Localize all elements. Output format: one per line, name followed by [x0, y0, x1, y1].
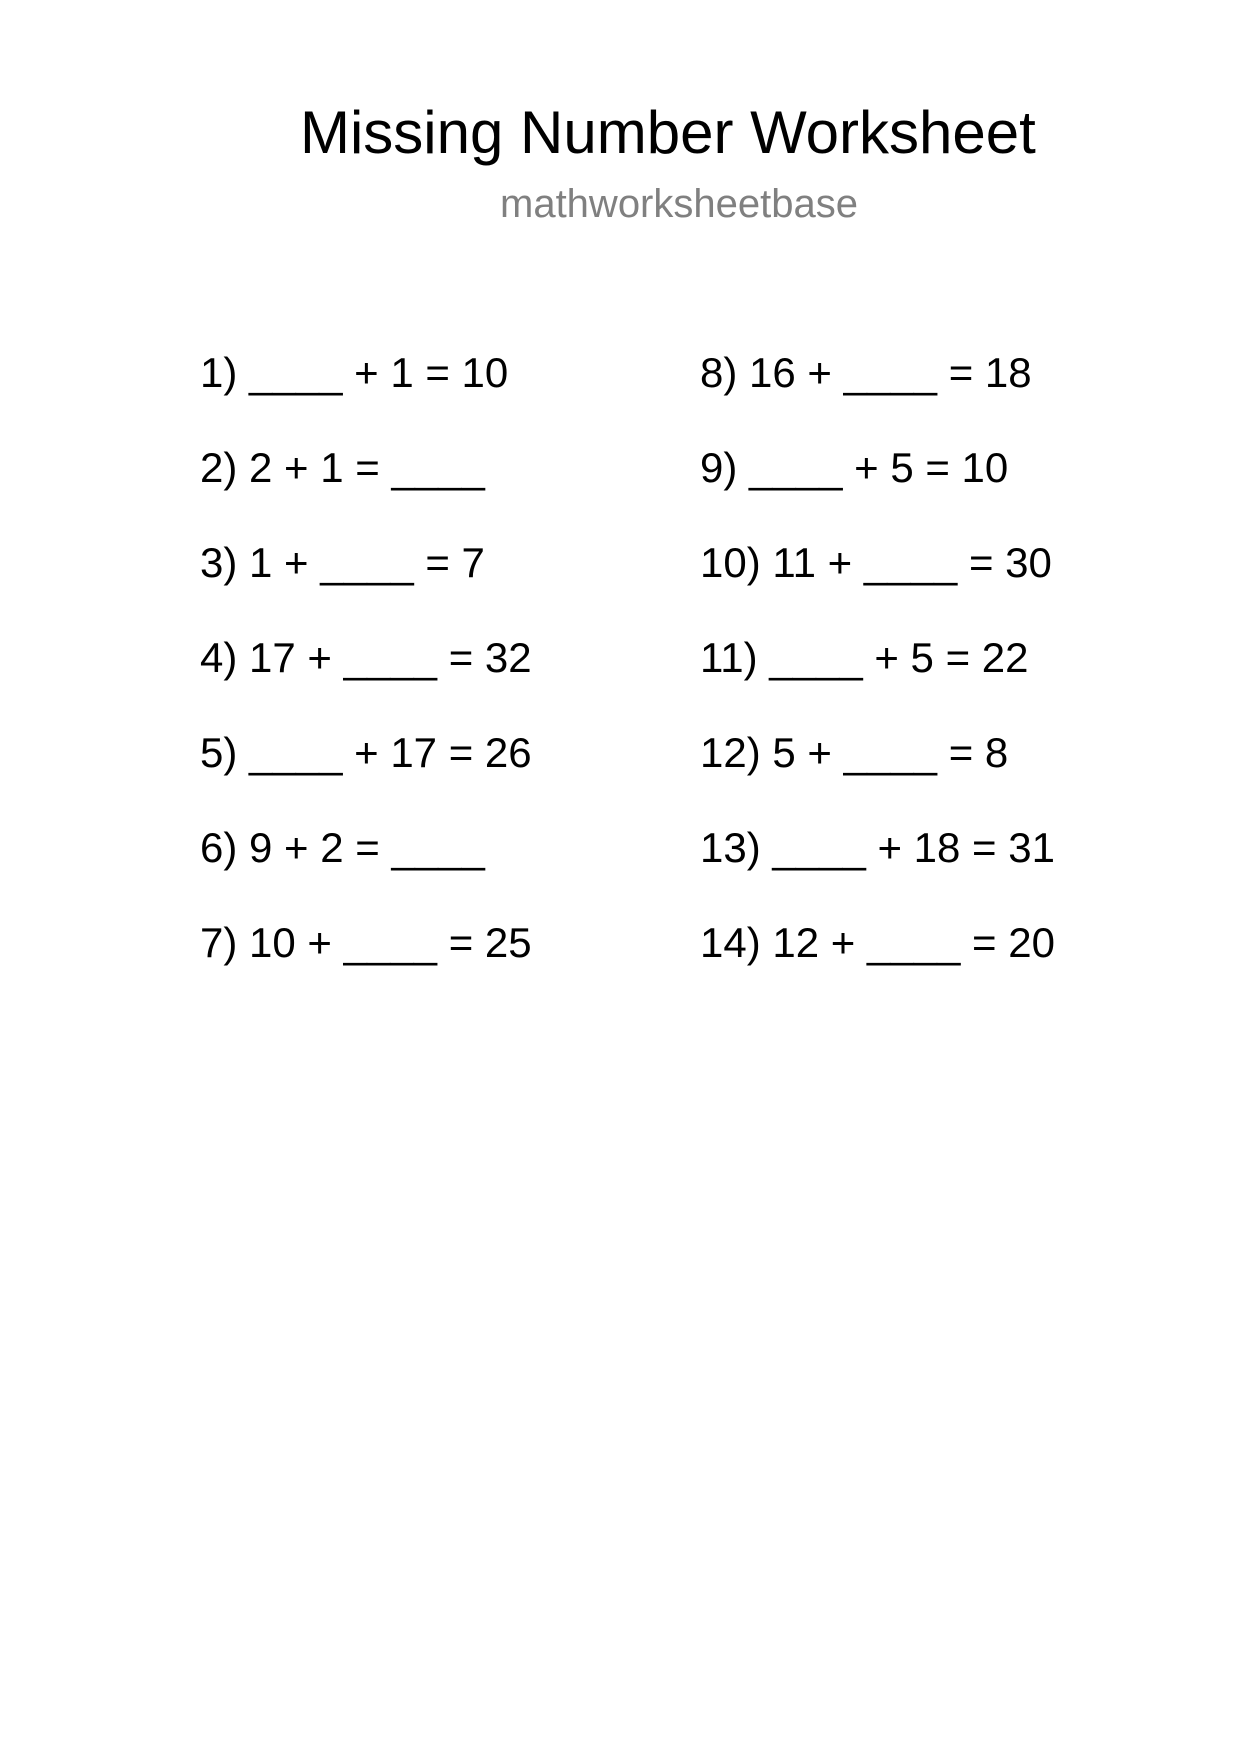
problem: 10) 11 + ____ = 30 — [700, 539, 1052, 586]
problem: 9) ____ + 5 = 10 — [700, 444, 1009, 491]
problem: 6) 9 + 2 = ____ — [200, 824, 485, 871]
problem: 2) 2 + 1 = ____ — [200, 444, 485, 491]
subtitle: mathworksheetbase — [500, 182, 858, 226]
problem: 4) 17 + ____ = 32 — [200, 634, 532, 681]
problems-left-column — [200, 348, 532, 1013]
problem: 3) 1 + ____ = 7 — [200, 539, 485, 586]
problem: 12) 5 + ____ = 8 — [700, 729, 1009, 776]
problem: 7) 10 + ____ = 25 — [200, 919, 532, 966]
problem: 13) ____ + 18 = 31 — [700, 824, 1055, 871]
problem: 8) 16 + ____ = 18 — [700, 349, 1032, 396]
page-title: Missing Number Worksheet — [300, 99, 1036, 166]
problem: 5) ____ + 17 = 26 — [200, 729, 532, 776]
problems-right-column — [700, 348, 1055, 1013]
problem: 11) ____ + 5 = 22 — [700, 634, 1029, 681]
problem: 1) ____ + 1 = 10 — [200, 349, 509, 396]
problem: 14) 12 + ____ = 20 — [700, 919, 1055, 966]
